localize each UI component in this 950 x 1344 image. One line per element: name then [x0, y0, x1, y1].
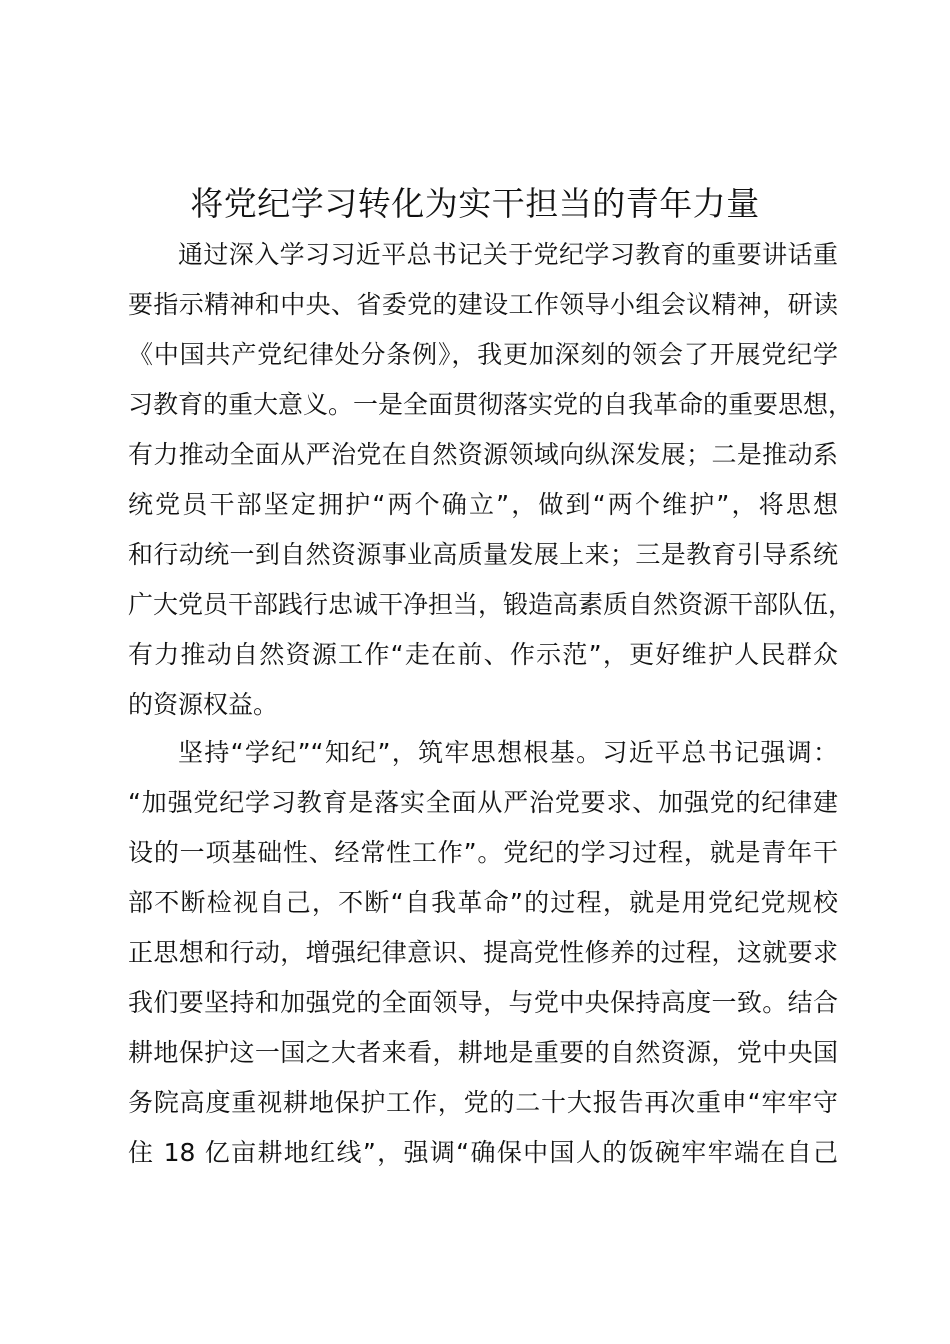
- paragraph-line: 的资源权益。: [128, 690, 279, 719]
- paragraph-line: 和行动统一到自然资源事业高质量发展上来；三是教育引导系统: [128, 540, 838, 569]
- paragraph-line: 有力推动自然资源工作“走在前、作示范”，更好维护人民群众: [128, 640, 838, 669]
- paragraph-line: 设的一项基础性、经常性工作”。党纪的学习过程，就是青年干: [128, 838, 838, 867]
- paragraph-line: 统党员干部坚定拥护“两个确立”，做到“两个维护”，将思想: [128, 490, 838, 519]
- paragraph-line: 广大党员干部践行忠诚干净担当，锻造高素质自然资源干部队伍，: [128, 590, 854, 619]
- paragraph-line: 通过深入学习习近平总书记关于党纪学习教育的重要讲话重: [178, 240, 838, 269]
- paragraph-line: 务院高度重视耕地保护工作，党的二十大报告再次重申“牢牢守: [128, 1088, 838, 1117]
- document-title: 将党纪学习转化为实干担当的青年力量: [190, 184, 760, 223]
- paragraph-line: 《中国共产党纪律处分条例》，我更加深刻的领会了开展党纪学: [128, 340, 838, 369]
- paragraph-line: 正思想和行动，增强纪律意识、提高党性修养的过程，这就要求: [128, 938, 838, 967]
- paragraph-2: [128, 728, 838, 1178]
- paragraph-1: [128, 230, 854, 730]
- paragraph-line: 部不断检视自己，不断“自我革命”的过程，就是用党纪党规校: [128, 888, 838, 917]
- paragraph-line: 要指示精神和中央、省委党的建设工作领导小组会议精神，研读: [128, 290, 838, 319]
- paragraph-line: “加强党纪学习教育是落实全面从严治党要求、加强党的纪律建: [128, 788, 838, 817]
- paragraph-line: 住 18 亿亩耕地红线”，强调“确保中国人的饭碗牢牢端在自己: [128, 1138, 838, 1167]
- paragraph-line: 习教育的重大意义。一是全面贯彻落实党的自我革命的重要思想，: [128, 390, 854, 419]
- paragraph-line: 我们要坚持和加强党的全面领导，与党中央保持高度一致。结合: [128, 988, 838, 1017]
- paragraph-line: 耕地保护这一国之大者来看，耕地是重要的自然资源，党中央国: [128, 1038, 838, 1067]
- paragraph-line: 坚持“学纪”“知纪”，筑牢思想根基。习近平总书记强调：: [178, 738, 838, 767]
- paragraph-line: 有力推动全面从严治党在自然资源领域向纵深发展；二是推动系: [128, 440, 838, 469]
